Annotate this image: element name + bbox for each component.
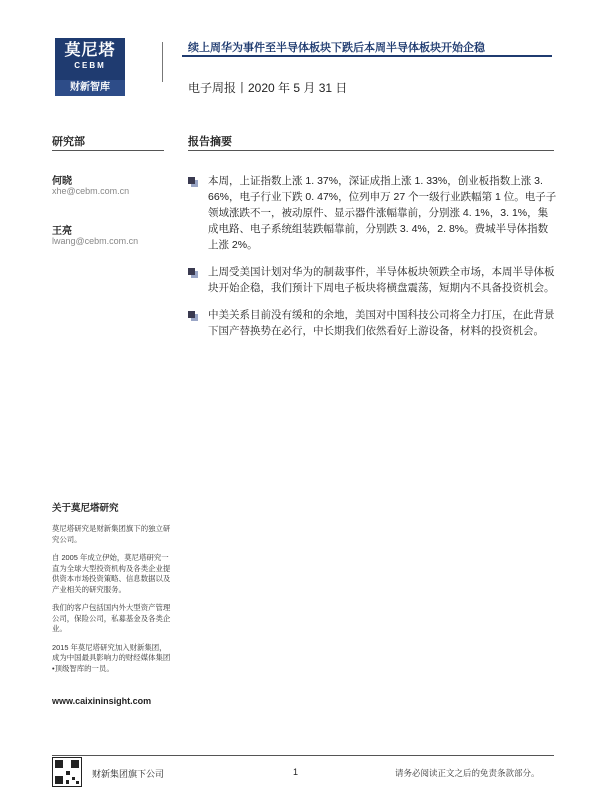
- about-paragraph: 2015 年莫尼塔研究加入财新集团，成为中国最具影响力的财经媒体集团•顶级智库的一员。: [52, 642, 171, 673]
- summary-bullet: [188, 264, 558, 296]
- publication-line: 电子周报丨2020 年 5 月 31 日: [188, 81, 348, 95]
- summary-heading: 报告摘要: [188, 136, 232, 148]
- analyst-name: 何晓: [52, 176, 72, 187]
- footer-disclaimer: 请务必阅读正文之后的免责条款部分。: [395, 768, 540, 778]
- summary-bullet-text: 上周受美国计划对华为的制裁事件，半导体板块领跌全市场，本周半导体板块开始企稳，我们预计下周电子板块将横盘震荡，短期内不具备投资机会。: [208, 266, 555, 294]
- logo-en-text: CEBM: [74, 61, 106, 70]
- qr-code-icon: [52, 757, 82, 787]
- square-bullet-icon: [188, 177, 195, 184]
- logo-sub-text: 财新智库: [55, 80, 125, 96]
- report-title: 续上周华为事件至半导体板块下跌后本周半导体板块开始企稳: [188, 42, 485, 54]
- logo-cn-text: 莫尼塔: [64, 42, 116, 59]
- analyst-email[interactable]: xhe@cebm.com.cn: [52, 186, 130, 196]
- summary-bullet-text: 中美关系目前没有缓和的余地，美国对中国科技公司将全力打压，在此背景下国产替换势在必行，中长期我们依然看好上游设备，材料的投资机会。: [208, 309, 555, 337]
- analyst-name: 王亮: [52, 226, 72, 237]
- summary-rule: [188, 150, 554, 151]
- about-heading: 关于莫尼塔研究: [52, 503, 119, 514]
- about-paragraph: 莫尼塔研究是财新集团旗下的独立研究公司。: [52, 524, 171, 544]
- summary-bullet: [188, 307, 558, 339]
- footer-rule: [52, 755, 554, 756]
- about-section: [52, 500, 172, 706]
- about-paragraph: 我们的客户包括国内外大型资产管理公司，保险公司，私募基金及各类企业。: [52, 603, 171, 633]
- title-rule: [182, 55, 552, 57]
- website-link[interactable]: www.caixininsight.com: [52, 696, 152, 706]
- summary-bullet-text: 本周，上证指数上涨 1. 37%，深证成指上涨 1. 33%，创业板指数上涨 3. 66%，电子行业下跌 0. 47%，位列申万 27 个一级行业跌幅第 1 位。电子子领域涨跌不一，被动原件、显示器件涨幅靠前，分别涨 4. 1%，3. 1%，集成电路、电子系统组装跌幅靠前，分别跌 3. 4%，2. 8%。费城半导体指数上涨 2%。: [208, 175, 557, 251]
- about-paragraph: 自 2005 年成立伊始，莫尼塔研究一直为全球大型投资机构及各类企业提供资本市场投资策略、信息数据以及产业相关的研究服务。: [52, 553, 171, 594]
- sidebar-rule: [52, 150, 164, 151]
- cebm-logo: [55, 38, 125, 96]
- page-number: 1: [293, 767, 299, 777]
- square-bullet-icon: [188, 268, 195, 275]
- summary-bullets: [188, 173, 558, 350]
- research-dept-heading: 研究部: [52, 136, 85, 148]
- header-divider: [162, 42, 163, 82]
- footer-company: 财新集团旗下公司: [92, 769, 165, 779]
- analyst-email[interactable]: lwang@cebm.com.cn: [52, 236, 139, 246]
- summary-bullet: [188, 173, 558, 253]
- square-bullet-icon: [188, 311, 195, 318]
